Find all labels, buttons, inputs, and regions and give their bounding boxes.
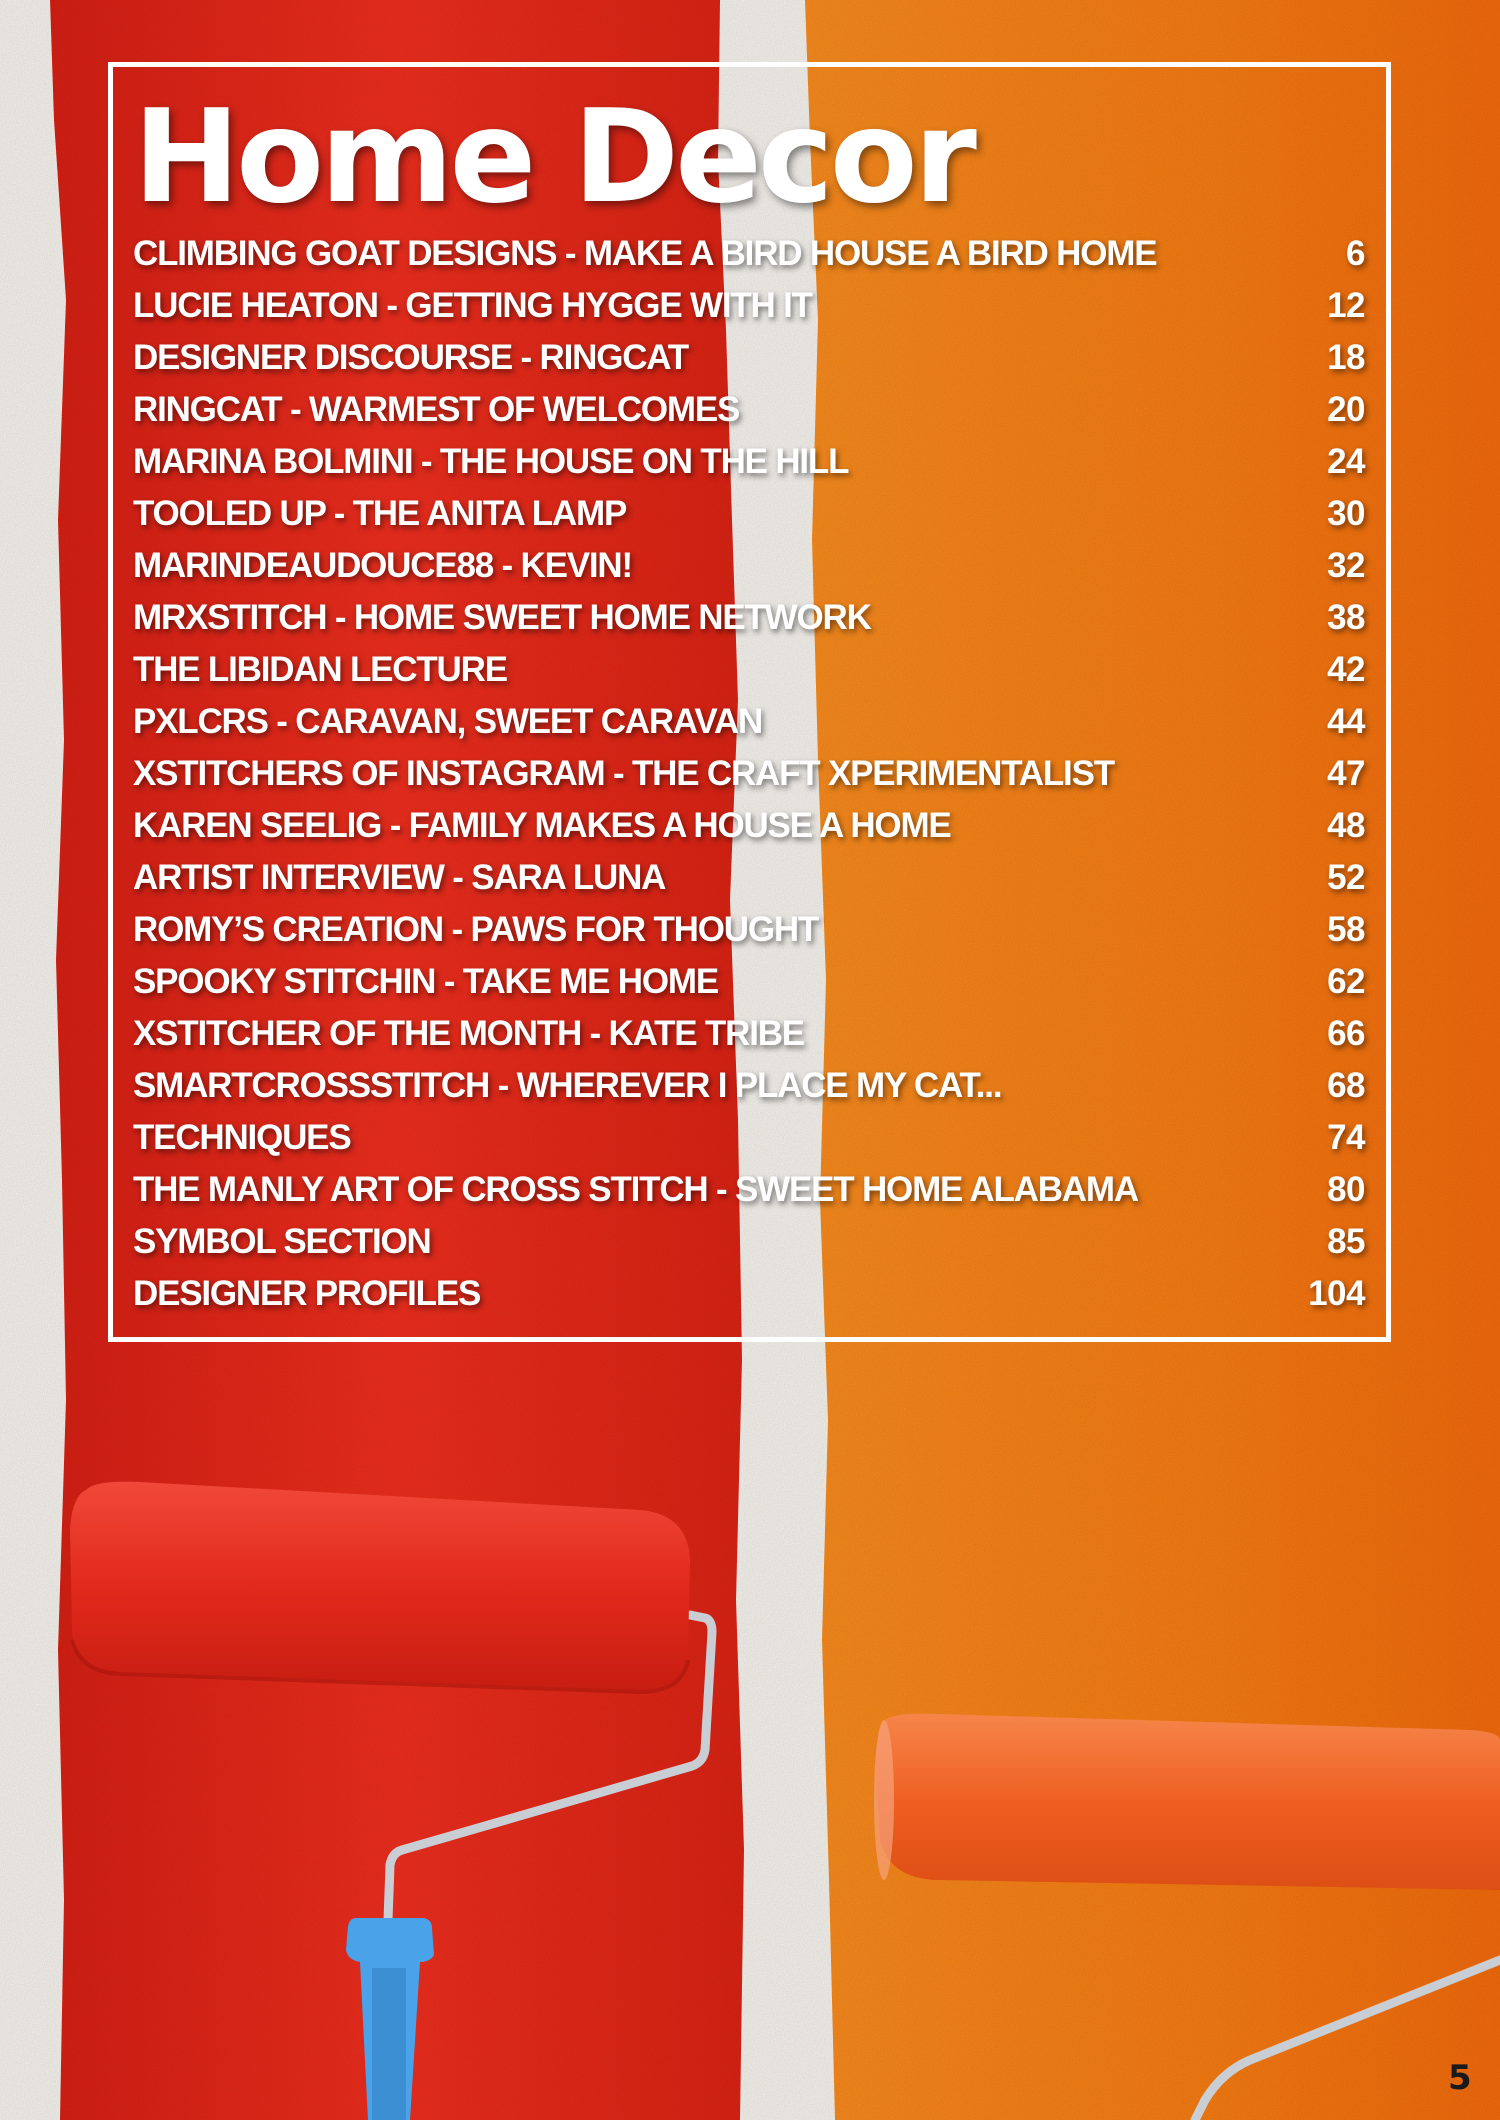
toc-entry-title: DESIGNER DISCOURSE - RINGCAT [133, 338, 688, 377]
contents-list [133, 228, 1365, 1320]
toc-entry[interactable] [133, 1268, 1365, 1320]
toc-entry-page: 44 [1327, 702, 1365, 741]
toc-entry-page: 58 [1327, 910, 1365, 949]
toc-entry-page: 48 [1327, 806, 1365, 845]
toc-entry[interactable] [133, 592, 1365, 644]
toc-entry-title: RINGCAT - WARMEST OF WELCOMES [133, 390, 740, 429]
toc-entry-title: MARINA BOLMINI - THE HOUSE ON THE HILL [133, 442, 849, 481]
toc-entry-page: 85 [1327, 1222, 1365, 1261]
toc-entry-title: TECHNIQUES [133, 1118, 351, 1157]
toc-entry-page: 30 [1327, 494, 1365, 533]
toc-entry-title: SPOOKY STITCHIN - TAKE ME HOME [133, 962, 718, 1001]
toc-entry-title: SMARTCROSSSTITCH - WHEREVER I PLACE MY CAT... [133, 1066, 1002, 1105]
toc-entry-page: 47 [1327, 754, 1365, 793]
toc-entry-title: TOOLED UP - THE ANITA LAMP [133, 494, 627, 533]
toc-entry[interactable] [133, 748, 1365, 800]
toc-entry-page: 66 [1327, 1014, 1365, 1053]
toc-entry[interactable] [133, 644, 1365, 696]
toc-entry[interactable] [133, 1008, 1365, 1060]
toc-entry-title: DESIGNER PROFILES [133, 1274, 481, 1313]
toc-entry-title: KAREN SEELIG - FAMILY MAKES A HOUSE A HOME [133, 806, 951, 845]
toc-entry-title: XSTITCHER OF THE MONTH - KATE TRIBE [133, 1014, 804, 1053]
toc-entry-page: 80 [1327, 1170, 1365, 1209]
toc-entry-page: 20 [1327, 390, 1365, 429]
toc-entry-page: 18 [1327, 338, 1365, 377]
toc-entry[interactable] [133, 540, 1365, 592]
toc-entry-page: 104 [1308, 1274, 1365, 1313]
toc-entry[interactable] [133, 956, 1365, 1008]
toc-entry[interactable] [133, 332, 1365, 384]
toc-entry[interactable] [133, 852, 1365, 904]
toc-entry-title: CLIMBING GOAT DESIGNS - MAKE A BIRD HOUSE A BIRD HOME [133, 234, 1157, 273]
toc-entry-title: PXLCRS - CARAVAN, SWEET CARAVAN [133, 702, 763, 741]
toc-entry[interactable] [133, 436, 1365, 488]
toc-entry-title: SYMBOL SECTION [133, 1222, 431, 1261]
toc-entry-title: THE MANLY ART OF CROSS STITCH - SWEET HOME ALABAMA [133, 1170, 1138, 1209]
toc-entry-title: THE LIBIDAN LECTURE [133, 650, 507, 689]
toc-entry-title: XSTITCHERS OF INSTAGRAM - THE CRAFT XPERIMENTALIST [133, 754, 1114, 793]
toc-entry-title: MRXSTITCH - HOME SWEET HOME NETWORK [133, 598, 871, 637]
toc-entry[interactable] [133, 280, 1365, 332]
toc-entry[interactable] [133, 1216, 1365, 1268]
toc-entry-page: 74 [1327, 1118, 1365, 1157]
toc-entry-page: 6 [1346, 234, 1365, 273]
page-number: 5 [1448, 2058, 1472, 2098]
toc-entry[interactable] [133, 1112, 1365, 1164]
toc-entry-page: 62 [1327, 962, 1365, 1001]
toc-entry-page: 68 [1327, 1066, 1365, 1105]
toc-entry[interactable] [133, 1164, 1365, 1216]
toc-entry-page: 52 [1327, 858, 1365, 897]
page-title: Home Decor [133, 83, 973, 232]
toc-entry-page: 38 [1327, 598, 1365, 637]
toc-entry[interactable] [133, 228, 1365, 280]
toc-entry[interactable] [133, 904, 1365, 956]
toc-entry-page: 12 [1327, 286, 1365, 325]
toc-entry[interactable] [133, 1060, 1365, 1112]
toc-entry-page: 24 [1327, 442, 1365, 481]
toc-entry-title: MARINDEAUDOUCE88 - KEVIN! [133, 546, 632, 585]
toc-entry[interactable] [133, 488, 1365, 540]
toc-entry-page: 42 [1327, 650, 1365, 689]
toc-entry-title: ROMY’S CREATION - PAWS FOR THOUGHT [133, 910, 819, 949]
toc-entry[interactable] [133, 800, 1365, 852]
toc-entry[interactable] [133, 384, 1365, 436]
toc-entry-title: LUCIE HEATON - GETTING HYGGE WITH IT [133, 286, 812, 325]
toc-entry[interactable] [133, 696, 1365, 748]
toc-entry-title: ARTIST INTERVIEW - SARA LUNA [133, 858, 666, 897]
toc-entry-page: 32 [1327, 546, 1365, 585]
